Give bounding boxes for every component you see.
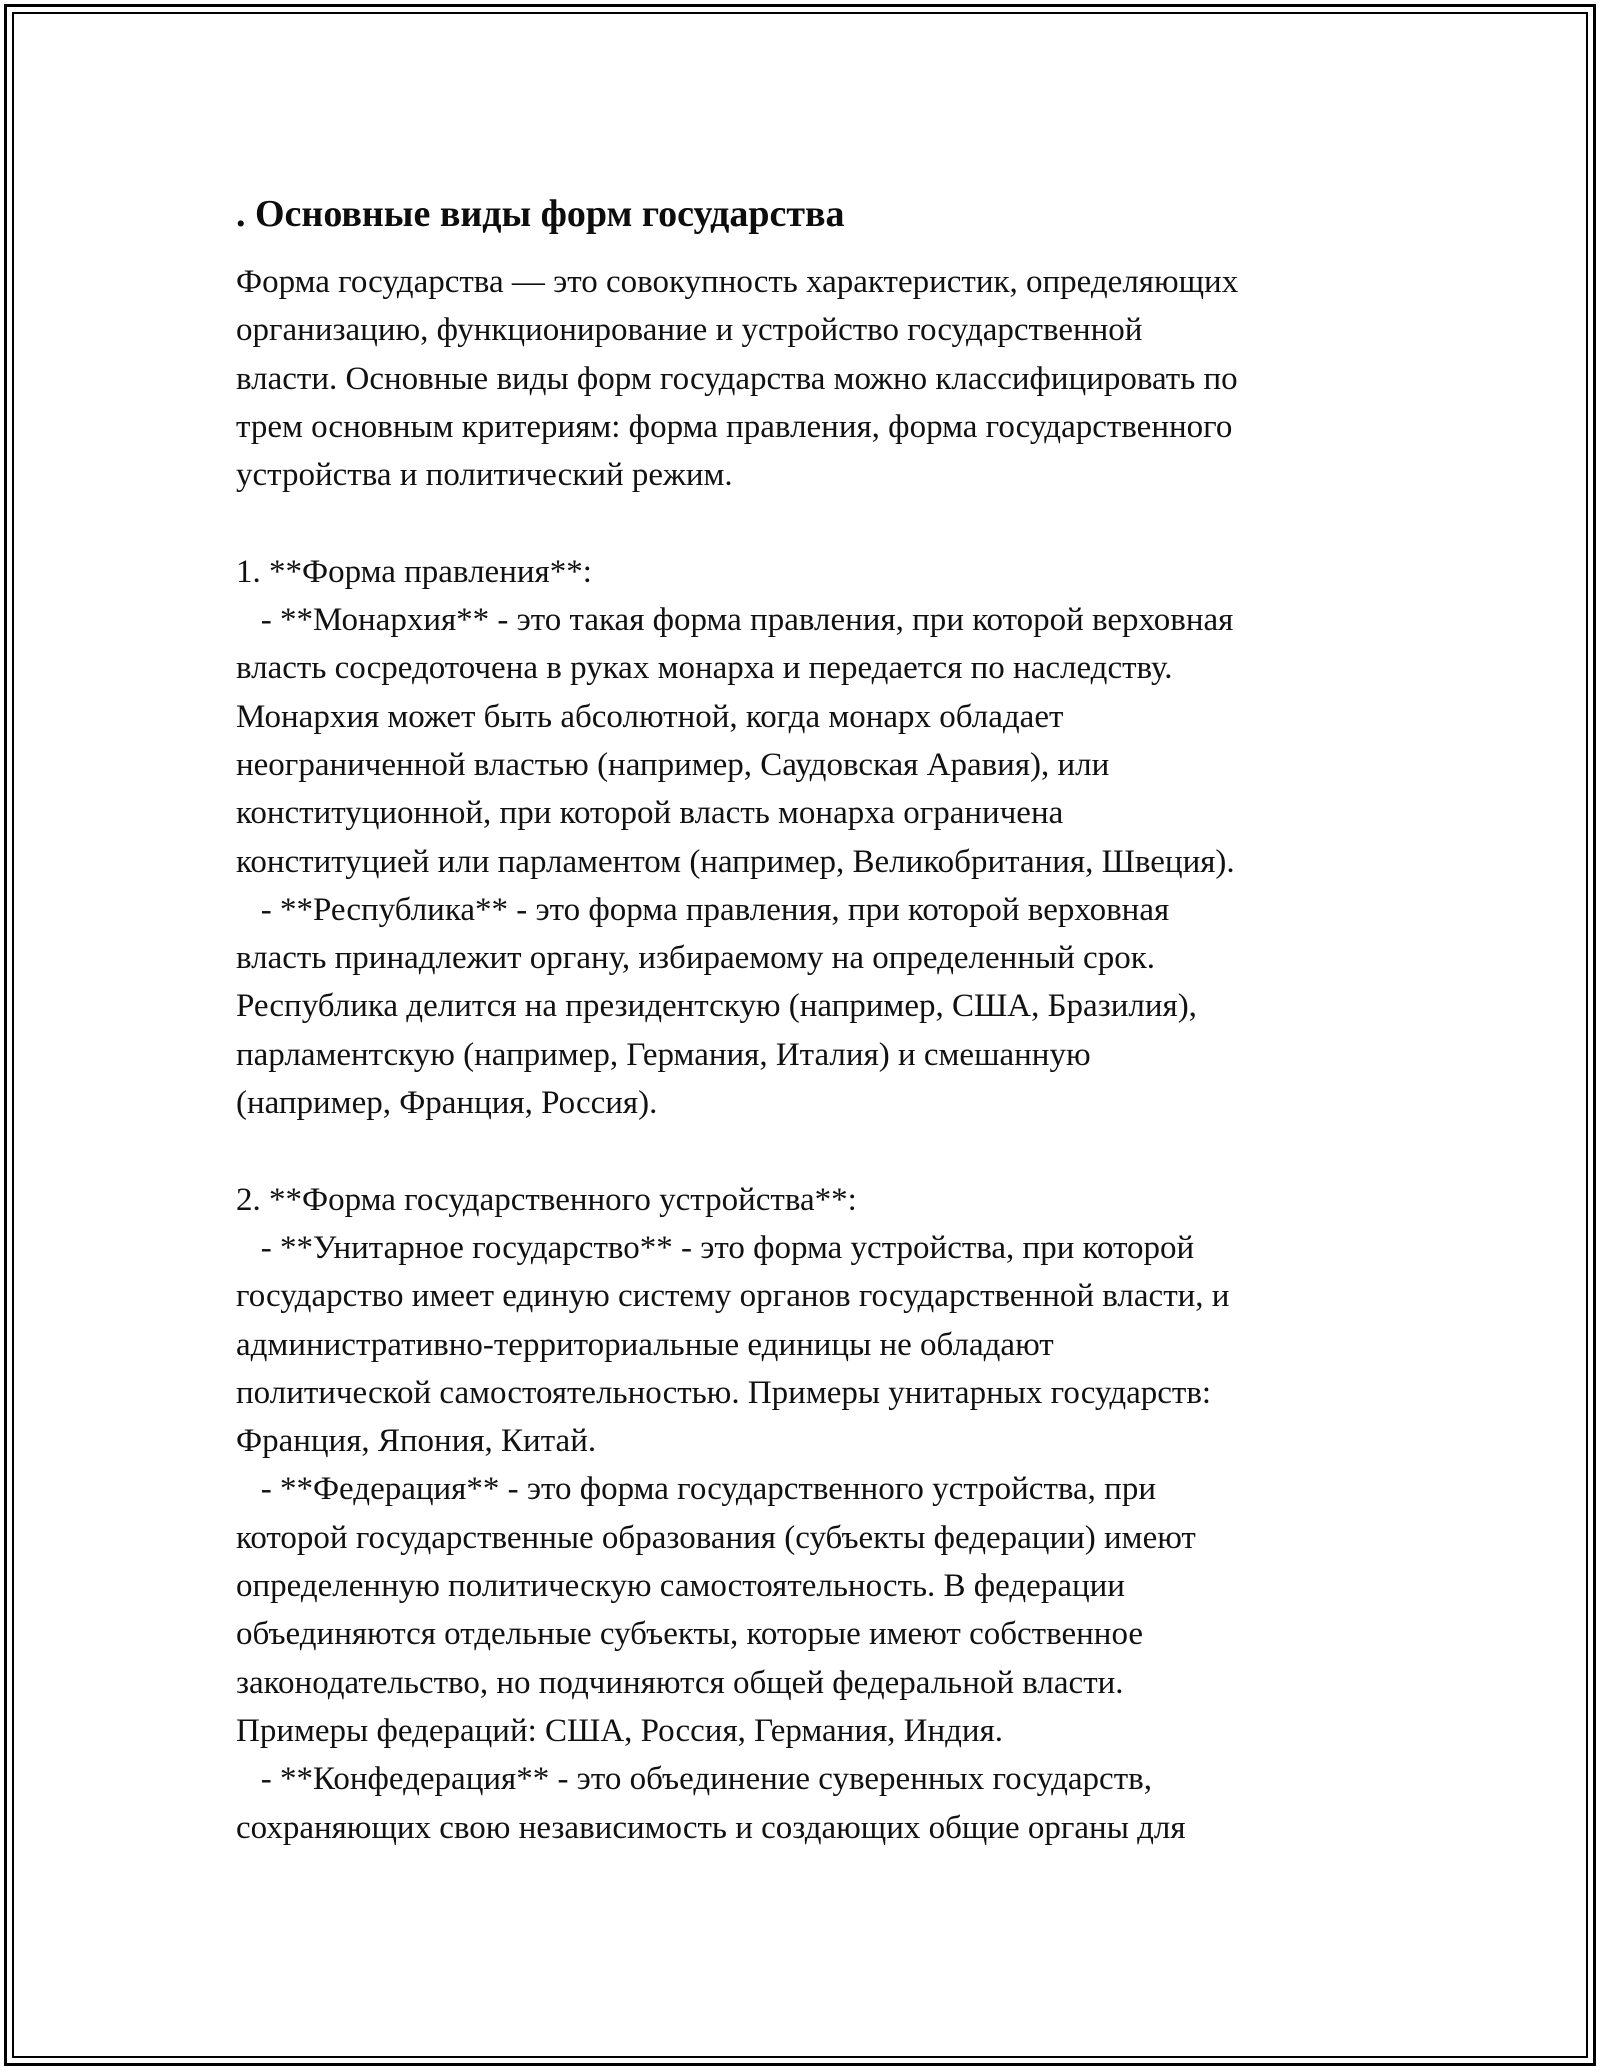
document-page — [236, 188, 1386, 1852]
document-body: Форма государства — это совокупность характеристик, определяющих организацию, функционирование и устройство государственной власти. Основные виды форм государства можно классифицировать по трем основным критериям: форма правления, форма государственного устройства и политический режим. 1. **Форма правления**: - **Монархия** - это такая форма правления, при которой верховная власть сосредоточена в руках монарха и передается по наследству. Монархия может быть абсолютной, когда монарх обладает неограниченной властью (например, Саудовская Аравия), или конституционной, при которой власть монарха ограничена конституцией или парламентом (например, Великобритания, Швеция). - **Республика** - это форма правления, при которой верховная власть принадлежит органу, избираемому на определенный срок. Республика делится на президентскую (например, США, Бразилия), парламентскую (например, Германия, Италия) и смешанную (например, Франция, Россия). 2. **Форма государственного устройства**: - **Унитарное государство** - это форма устройства, при которой государство имеет единую систему органов государственной власти, и административно-территориальные единицы не обладают политической самостоятельностью. Примеры унитарных государств: Франция, Япония, Китай. - **Федерация** - это форма государственного устройства, при которой государственные образования (субъекты федерации) имеют определенную политическую самостоятельность. В федерации объединяются отдельные субъекты, которые имеют собственное законодательство, но подчиняются общей федеральной власти. Примеры федераций: США, Россия, Германия, Индия. - **Конфедерация** - это объединение суверенных государств, сохраняющих свою независимость и создающих общие органы для — [236, 264, 1239, 1846]
document-title: . Основные виды форм государства — [236, 193, 845, 235]
